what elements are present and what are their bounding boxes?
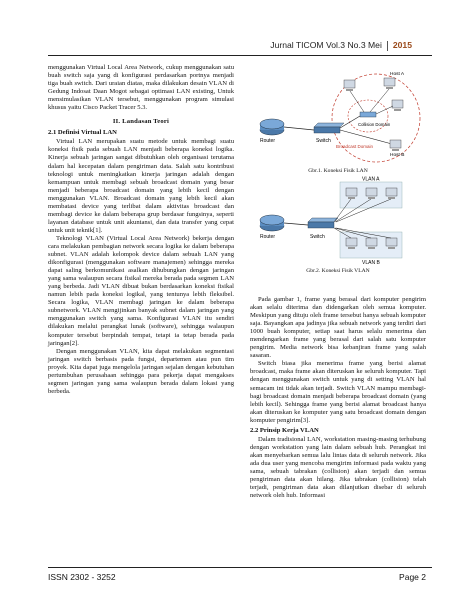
paragraph-switch-vlan: Switch biasa jika menerima frame yang berisi alamat broadcast, maka frame akan diteruskan ke seluruh komputer. Tapi dengan menggunakan switch untuk yang di setting VLAN hal semacam ini tidak akan terjadi. Switch VLAN mampu membagi-bagi broadcast domain menjadi beberapa broadcast domain (yang lebih kecil). Sehingga frame yang berisi alamat broadcast hanya akan diteruskan ke komputer yang satu broadcast domain dengan komputer pengirim[3]. bbox=[250, 360, 426, 424]
header-rule bbox=[48, 55, 432, 56]
switch-icon bbox=[314, 123, 344, 133]
router-icon bbox=[260, 119, 284, 135]
paragraph-vlan-segmentation: Dengan menggunakan VLAN, kita dapat melakukan segmentasi jaringan switch berbasis pada fungsi, departemen atau pun tim proyek. Kita dapat juga mengelola jaringan sejalan dengan kebutuhan pertumbuhan perusahaan sehingga para pekerja dapat mengakses segmen jaringan yang sama walaupun berada dalam lokasi yang berbeda. bbox=[48, 347, 234, 395]
vlan-b-label: VLAN B bbox=[362, 260, 380, 264]
subsection-title-2-2: 2.2 Prinsip Kerja VLAN bbox=[250, 426, 319, 434]
computer-icon bbox=[390, 140, 401, 151]
switch-label: Switch bbox=[310, 234, 325, 240]
router-icon bbox=[260, 215, 284, 231]
paragraph-frame-broadcast: Pada gambar 1, frame yang berasal dari komputer pengirim akan selalu diterima dan didengarkan oleh semua komputer. Meskipun yang dituju oleh frame tersebut hanya sebuah komputer saja. Bayangkan apa jadinya jika sebuah network yang terdiri dari 1000 buah komputer, setiap saat harus selalu menerima dan mendengarkan frame yang berasal dari salah satu komputer pengirim. Media network bisa kebanjiran frame yang salah sasaran. bbox=[250, 296, 426, 360]
switch-icon bbox=[308, 218, 338, 228]
left-column bbox=[48, 64, 234, 396]
issn-label: ISSN 2302 - 3252 bbox=[48, 572, 116, 582]
header-divider bbox=[387, 41, 388, 51]
computer-icon bbox=[384, 78, 395, 89]
computer-icon bbox=[344, 80, 355, 91]
subsection-title-2-1: 2.1 Definisi Virtual LAN bbox=[48, 129, 117, 137]
journal-year: 2015 bbox=[392, 40, 412, 50]
journal-name: Jurnal TICOM Vol.3 No.3 Mei bbox=[270, 40, 382, 50]
host-b-label: Host B bbox=[390, 153, 405, 158]
hub-icon bbox=[360, 112, 376, 117]
vlan-a-label: VLAN A bbox=[362, 176, 380, 183]
page-number: Page 2 bbox=[399, 572, 426, 582]
paragraph-traditional-lan: Dalam tradisional LAN, workstation masing-masing terhubung dengan workstation yang lain dalam sebuah hub. Perangkat ini akan menyebarkan semua lalu lintas data di seluruh network. Jika ada dua user yang mencoba mengirim informasi pada waktu yang sama, sebuah tabrakan (collision) akan terjadi dan semua pengiriman data akan hilang. Jika tabrakan (collision) telah terjadi, pengiriman data akan dilanjutkan disebar di seluruh network oleh hub. Informasi bbox=[250, 435, 426, 500]
computer-icon bbox=[392, 100, 403, 111]
footer-rule bbox=[48, 567, 432, 568]
figure-physical-lan bbox=[252, 64, 422, 164]
journal-header bbox=[270, 40, 412, 51]
collision-domain-label: Collision Domain bbox=[358, 122, 391, 127]
broadcast-domain-label: Broadcast Domain bbox=[336, 144, 374, 149]
right-column bbox=[250, 296, 426, 500]
intro-paragraph: menggunakan Virtual Local Area Network, cukup menggunakan satu buah switch saja yang di konfigurasi perdasarkan portnya menjadi tiga buah switch. Dari uraian diatas, maka dilakukan desain VLAN di Gedung Indosat Daan Mogot sebagai optimasi LAN existing, Untuk mensimulasikan VLAN tersebut, menggunakan program simulasi khusus yaitu Cisco Packet Tracer 5.3. bbox=[48, 64, 234, 112]
router-label: Router bbox=[260, 138, 276, 144]
paragraph-vlan-definition: Virtual LAN merupakan suatu metode untuk membagi suatu koneksi fisik pada sebuah LAN menjadi beberapa koneksi logika. Kinerja sebuah jaringan sangat dibutuhkan oleh organisasi terutama dalam hal kecepatan dalam pengiriman data. Salah satu kontribusi teknologi untuk meningkatkan kinerja jaringan adalah dengan kemampuan untuk membagi sebuah broadcast domain yang besar menjadi beberapa broadcast domain yang lebih kecil dengan menggunakan VLAN. Broadcast domain yang lebih kecil akan membatasi device yang terlibat dalam aktivitas broadcast dan membagi device ke dalam beberapa grup berdasar fungsinya, seperti layanan database untuk unit akuntansi, dan data transfer yang cepat untuk unit teknik[1]. bbox=[48, 138, 234, 234]
figure-2-caption: Gbr.2. Koneksi Fisik VLAN bbox=[306, 268, 370, 274]
host-a-label: Host A bbox=[390, 72, 405, 77]
section-title: II. Landasan Teori bbox=[112, 118, 170, 126]
figure-physical-vlan bbox=[252, 176, 422, 264]
router-label: Router bbox=[260, 234, 276, 240]
switch-label: Switch bbox=[316, 138, 331, 144]
paragraph-vlan-technology: Teknologi VLAN (Virtual Local Area Network) bekerja dengan cara melakukan pembagian network secara logika ke dalam beberapa subnet. VLAN adalah kelompok device dalam sebuah LAN yang dikonfigurasi (menggunakan software manajemen) sehingga mereka dapat saling berkomunikasi asalkan dihubungkan dengan jaringan yang sama walaupun secara fisikal mereka berada pada segmen LAN yang berbeda. Jadi VLAN dibuat bukan berdasarkan koneksi fisikal namun lebih pada koneksi logikal, yang tentunya lebih fleksibel. Secara logika, VLAN membagi jaringan ke dalam beberapa subnetwork. VLAN mengijinkan banyak subnet dalam jaringan yang menggunakan switch yang sama. Konfigurasi VLAN itu sendiri dilakukan melalui perangkat lunak (software), sehingga walaupun komputer tersebut berpindah tempat, tetapi ia tetap berada pada jaringan[2]. bbox=[48, 234, 234, 347]
figure-1-caption: Gbr.1. Koneksi Fisik LAN bbox=[308, 168, 368, 174]
